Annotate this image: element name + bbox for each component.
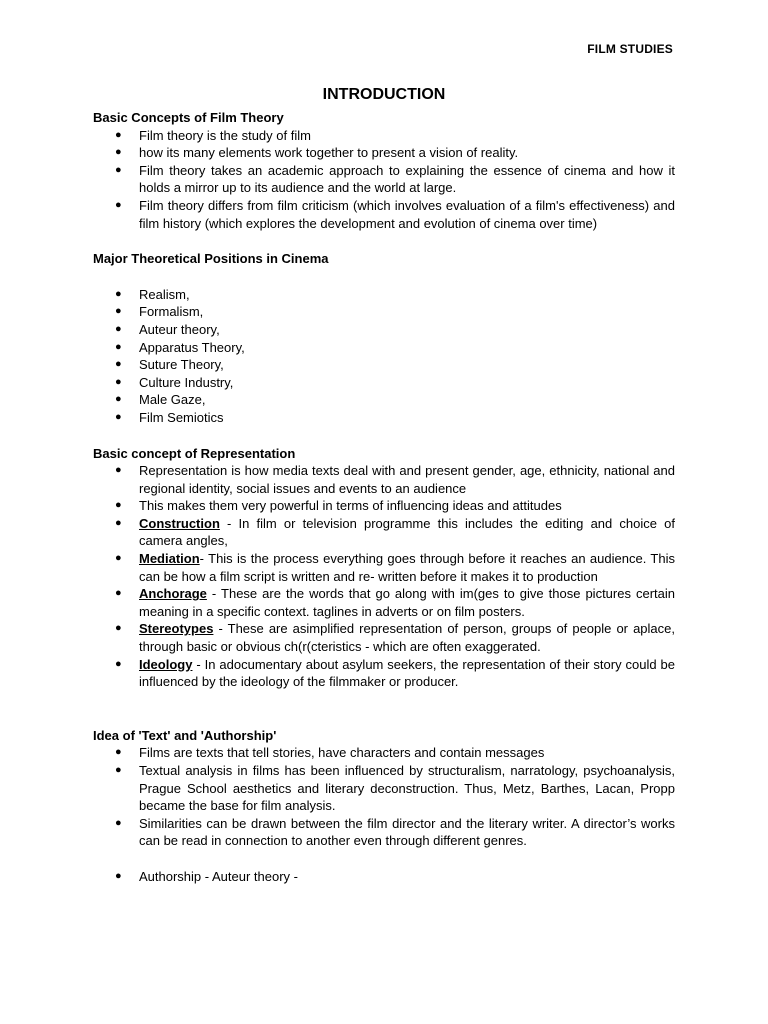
term-stereotypes: Stereotypes: [139, 621, 214, 637]
list-item: ● Formalism,: [115, 304, 204, 320]
term-mediation: Mediation: [139, 551, 200, 567]
list-item: ● Construction - In film or television programme this includes the editing and choice of camera angles,: [115, 515, 675, 549]
bullet-icon: ●: [115, 393, 122, 406]
bullet-list-text-authorship: [93, 744, 675, 850]
term-ideology: Ideology: [139, 656, 193, 672]
bullet-icon: ●: [115, 587, 122, 600]
document-body: [93, 109, 675, 886]
list-item: ● how its many elements work together to present a vision of reality.: [115, 145, 519, 161]
section-heading-theoretical-positions: Major Theoretical Positions in Cinema: [93, 251, 329, 267]
bullet-icon: ●: [115, 516, 122, 529]
list-item: ● Film theory takes an academic approach to explaining the essence of cinema and how it holds a mirror up to its audience and the world at large.: [115, 162, 675, 196]
bullet-icon: ●: [115, 322, 122, 335]
list-item: ● Ideology - In adocumentary about asylum seekers, the representation of their story could be influenced by the ideology of the filmmaker or producer.: [115, 656, 675, 690]
list-item: ● Film theory is the study of film: [115, 127, 311, 143]
section-heading-film-theory: Basic Concepts of Film Theory: [93, 110, 284, 125]
bullet-icon: ●: [115, 746, 122, 759]
bullet-list-theoretical-positions: [93, 286, 675, 427]
bullet-list-authorship: [93, 868, 675, 886]
list-item: ● This makes them very powerful in terms of influencing ideas and attitudes: [115, 498, 562, 514]
bullet-icon: ●: [115, 552, 122, 565]
bullet-list-film-theory: [93, 127, 675, 233]
list-item: ● Films are texts that tell stories, have characters and contain messages: [115, 745, 545, 761]
bullet-icon: ●: [115, 622, 122, 635]
section-heading-text-authorship: Idea of 'Text' and 'Authorship': [93, 727, 277, 743]
section-heading-representation: Basic concept of Representation: [93, 445, 296, 461]
list-item: ● Male Gaze,: [115, 392, 206, 408]
list-item: ● Textual analysis in films has been influenced by structuralism, narratology, psychoanalysis, Prague School aesthetics and literary deconstruction. Thus, Metz, Barthes, Lacan, Propp became the base for film analysis.: [115, 763, 675, 814]
bullet-icon: ●: [115, 146, 122, 159]
list-item: ● Apparatus Theory,: [115, 339, 245, 355]
list-item: ● Anchorage - These are the words that go along with im(ges to give those pictures certain meaning in a specific context. taglines in adverts or on film posters.: [115, 586, 675, 619]
list-item: ● Authorship - Auteur theory -: [115, 868, 298, 884]
running-header: FILM STUDIES: [587, 42, 673, 56]
list-item: ● Auteur theory,: [115, 321, 220, 337]
bullet-icon: ●: [115, 410, 122, 423]
list-item: ● Stereotypes - These are asimplified representation of person, groups of people or aplace, through basic or obvious ch(r(cteristics - which are often exaggerated.: [115, 621, 675, 655]
list-item: ● Representation is how media texts deal with and present gender, age, ethnicity, national and regional identity, social issues and events to an audience: [115, 463, 675, 496]
list-item: ● Mediation- This is the process everything goes through before it reaches an audience. This can be how a film script is written and re- written before it makes it to production: [115, 551, 675, 584]
bullet-icon: ●: [115, 499, 122, 512]
bullet-icon: ●: [115, 375, 122, 388]
bullet-icon: ●: [115, 163, 122, 176]
bullet-icon: ●: [115, 816, 122, 829]
list-item: ● Realism,: [115, 286, 190, 302]
list-item: ● Suture Theory,: [115, 357, 224, 373]
bullet-icon: ●: [115, 128, 122, 141]
term-anchorage: Anchorage: [139, 586, 207, 602]
list-item: ● Culture Industry,: [115, 374, 234, 390]
bullet-icon: ●: [115, 340, 122, 353]
page-title: INTRODUCTION: [322, 86, 446, 103]
bullet-icon: ●: [115, 869, 122, 882]
list-item: ● Film Semiotics: [115, 409, 224, 425]
bullet-icon: ●: [115, 198, 122, 211]
list-item: ● Similarities can be drawn between the film director and the literary writer. A director’s works can be read in connection to another even through different genres.: [115, 815, 675, 849]
bullet-icon: ●: [115, 657, 122, 670]
term-construction: Construction: [139, 515, 220, 531]
bullet-icon: ●: [115, 287, 122, 300]
bullet-icon: ●: [115, 305, 122, 318]
bullet-list-representation: [93, 462, 675, 691]
bullet-icon: ●: [115, 464, 122, 477]
list-item: ● Film theory differs from film criticism (which involves evaluation of a film's effectiveness) and film history (which explores the development and evolution of cinema over time): [115, 197, 675, 231]
bullet-icon: ●: [115, 358, 122, 371]
bullet-icon: ●: [115, 764, 122, 776]
